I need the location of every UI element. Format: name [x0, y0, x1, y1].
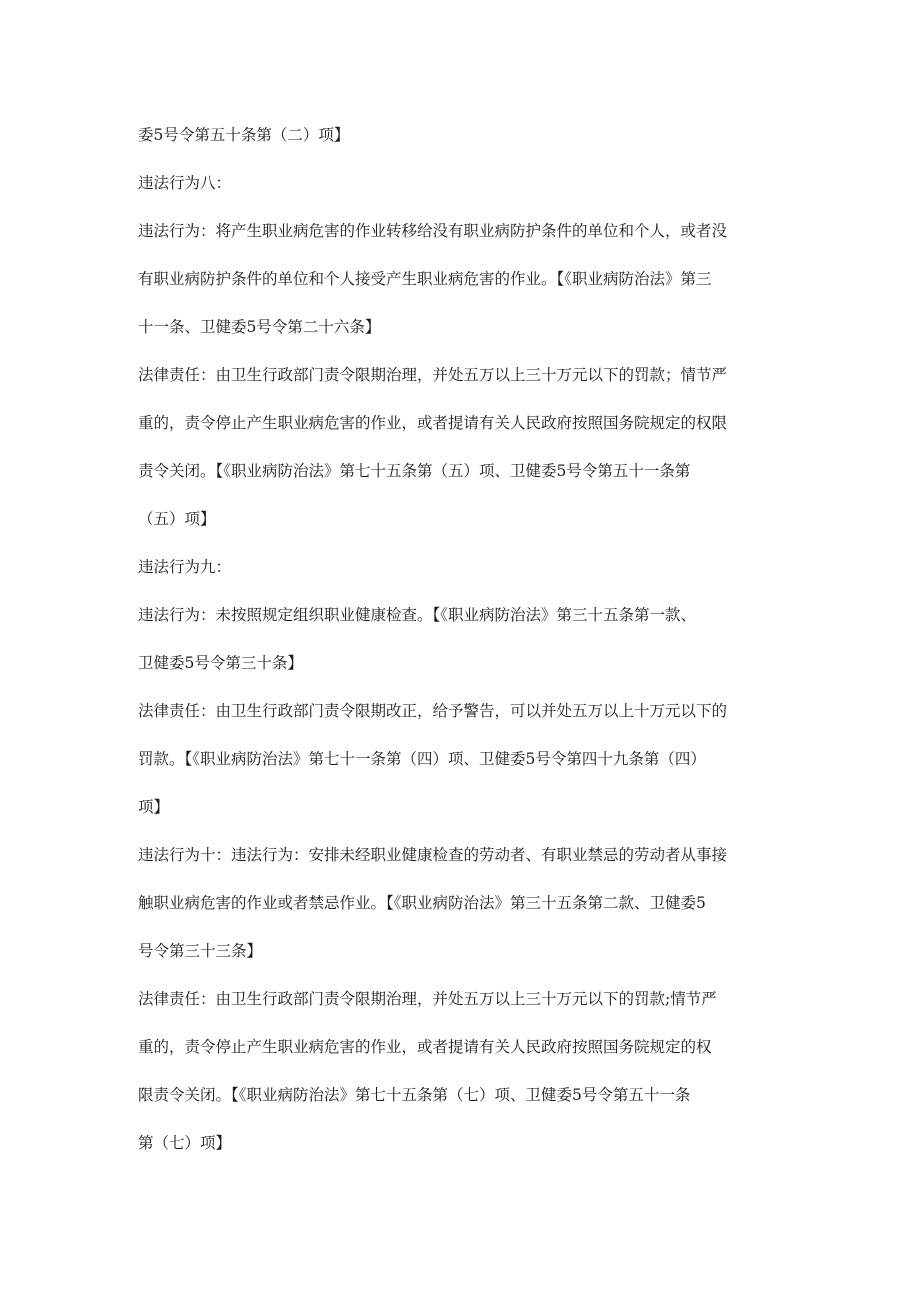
- text-line: 委5号令第五十条第（二）项】: [138, 126, 350, 144]
- text-line: 触职业病危害的作业或者禁忌作业。【《职业病防治法》第三十五条第二款、卫健委5: [138, 894, 706, 912]
- text-line: 卫健委5号令第三十条】: [138, 654, 303, 672]
- section-heading: 违法行为十：违法行为：安排未经职业健康检查的劳动者、有职业禁忌的劳动者从事接: [138, 846, 728, 864]
- text-line: 法律责任：由卫生行政部门责令限期治理，并处五万以上三十万元以下的罚款；情节严: [138, 366, 728, 384]
- text-line: 法律责任：由卫生行政部门责令限期改正，给予警告，可以并处五万以上十万元以下的: [138, 702, 728, 720]
- text-line: 有职业病防护条件的单位和个人接受产生职业病危害的作业。【《职业病防治法》第三: [138, 270, 712, 288]
- text-line: 重的，责令停止产生职业病危害的作业，或者提请有关人民政府按照国务院规定的权限: [138, 414, 728, 432]
- text-line: （五）项】: [138, 510, 216, 528]
- text-line: 第（七）项】: [138, 1134, 232, 1152]
- section-heading: 违法行为八：: [138, 174, 232, 192]
- text-line: 项】: [138, 798, 170, 816]
- text-line: 重的，责令停止产生职业病危害的作业，或者提请有关人民政府按照国务院规定的权: [138, 1038, 712, 1056]
- text-line: 违法行为：将产生职业病危害的作业转移给没有职业病防护条件的单位和个人，或者没: [138, 222, 728, 240]
- section-heading: 违法行为九：: [138, 558, 232, 576]
- text-line: 法律责任：由卫生行政部门责令限期治理，并处五万以上三十万元以下的罚款;情节严: [138, 990, 717, 1008]
- text-line: 违法行为：未按照规定组织职业健康检查。【《职业病防治法》第三十五条第一款、: [138, 606, 697, 624]
- text-line: 号令第三十三条】: [138, 942, 263, 960]
- text-line: 限责令关闭。【《职业病防治法》第七十五条第（七）项、卫健委5号令第五十一条: [138, 1086, 691, 1104]
- text-line: 责令关闭。【《职业病防治法》第七十五条第（五）项、卫健委5号令第五十一条第: [138, 462, 691, 480]
- text-line: 十一条、卫健委5号令第二十六条】: [138, 318, 381, 336]
- text-line: 罚款。【《职业病防治法》第七十一条第（四）项、卫健委5号令第四十九条第（四）: [138, 750, 706, 768]
